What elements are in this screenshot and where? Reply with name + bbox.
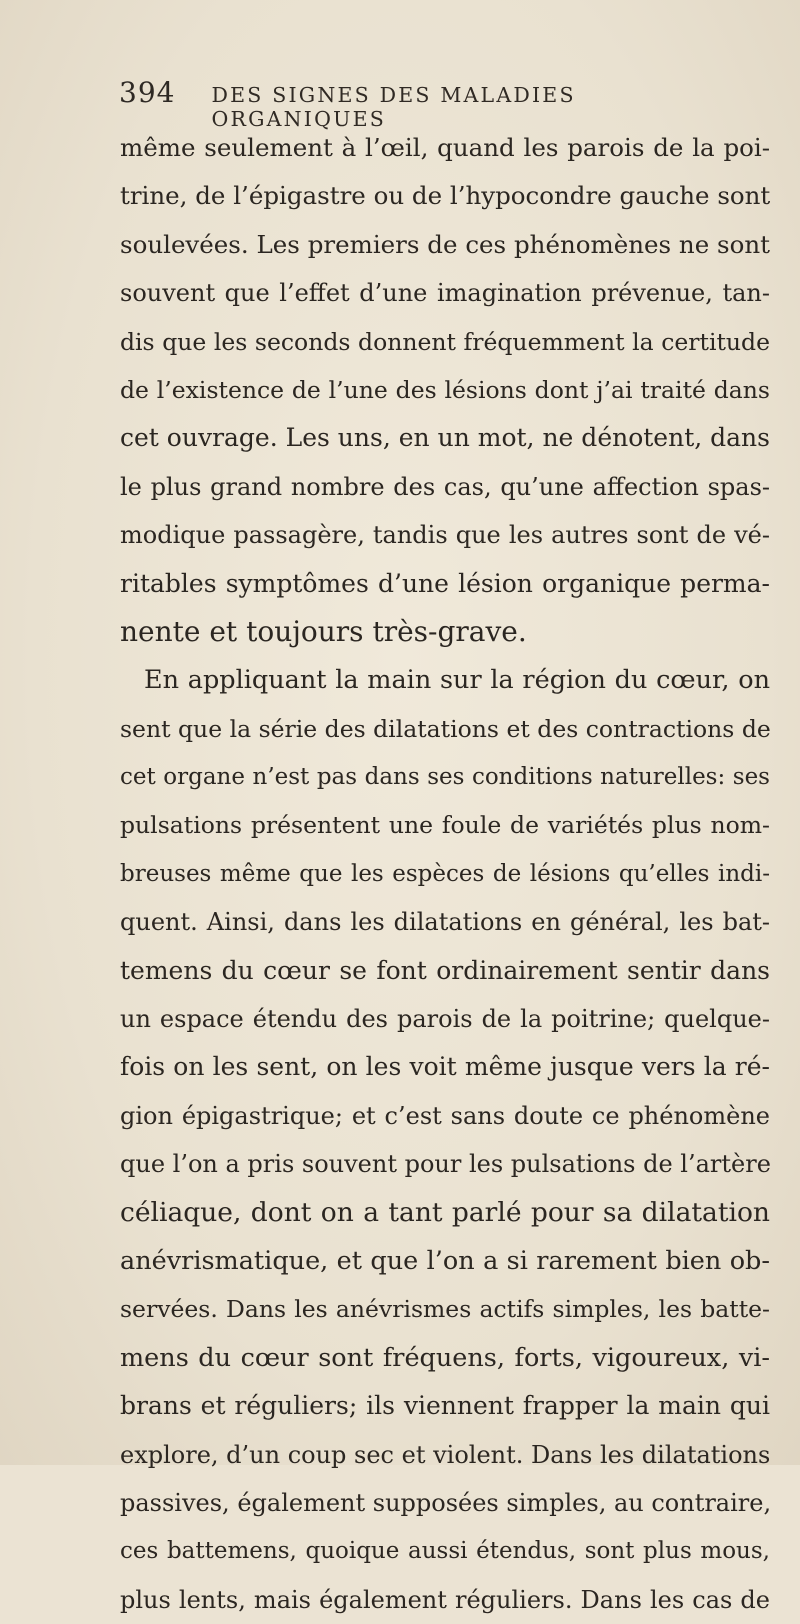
text-line: passives, également supposées simples, au contraire, xyxy=(120,1488,772,1517)
text-line: céliaque, dont on a tant parlé pour sa dilatation xyxy=(120,1196,770,1228)
text-line: soulevées. Les premiers de ces phénomènes ne sont xyxy=(120,229,770,259)
text-line: quent. Ainsi, dans les dilatations en général, les bat- xyxy=(120,908,770,937)
text-line: trine, de l’épigastre ou de l’hypocondre gauche sont xyxy=(120,181,771,211)
text-line: ces battemens, quoique aussi étendus, sont plus mous, xyxy=(120,1538,770,1565)
text-line: temens du cœur se font ordinairement sentir dans xyxy=(120,955,770,985)
text-line: sent que la série des dilatations et des contractions de xyxy=(120,714,771,743)
text-line: modique passagère, tandis que les autres sont de vé- xyxy=(120,521,770,550)
running-title: DES SIGNES DES MALADIES ORGANIQUES xyxy=(211,83,576,131)
text-line: anévrismatique, et que l’on a si rarement bien ob- xyxy=(120,1245,770,1276)
text-line: fois on les sent, on les voit même jusque vers la ré- xyxy=(120,1052,770,1082)
text-line: servées. Dans les anévrismes actifs simples, les batte- xyxy=(120,1295,770,1324)
text-line: pulsations présentent une foule de variétés plus nom- xyxy=(120,811,770,840)
page-number: 394 xyxy=(119,76,176,109)
text-line: En appliquant la main sur la région du cœur, on xyxy=(144,665,770,696)
text-line: cet ouvrage. Les uns, en un mot, ne dénotent, dans xyxy=(120,423,770,453)
text-line: explore, d’un coup sec et violent. Dans les dilatations xyxy=(120,1440,771,1469)
text-line: plus lents, mais également réguliers. Dans les cas de xyxy=(120,1585,770,1614)
text-line: de l’existence de l’une des lésions dont j’ai traité dans xyxy=(120,375,770,404)
text-line: brans et réguliers; ils viennent frapper la main qui xyxy=(120,1391,770,1421)
text-line: cet organe n’est pas dans ses conditions naturelles: ses xyxy=(120,764,770,791)
text-line: un espace étendu des parois de la poitrine; quelque- xyxy=(120,1005,770,1034)
text-line: gion épigastrique; et c’est sans doute ce phénomène xyxy=(120,1101,770,1130)
text-line: breuses même que les espèces de lésions qu’elles indi- xyxy=(120,860,770,887)
text-line: le plus grand nombre des cas, qu’une affection spas- xyxy=(120,472,770,501)
text-line: nente et toujours très-grave. xyxy=(120,614,527,648)
text-line: même seulement à l’œil, quand les parois de la poi- xyxy=(120,133,770,162)
text-line: ritables symptômes d’une lésion organique perma- xyxy=(120,568,770,598)
text-line: mens du cœur sont fréquens, forts, vigoureux, vi- xyxy=(120,1342,770,1373)
running-head xyxy=(119,76,739,131)
body-text xyxy=(120,124,770,1624)
text-line: souvent que l’effet d’une imagination prévenue, tan- xyxy=(120,279,770,308)
text-line: que l’on a pris souvent pour les pulsations de l’artère xyxy=(120,1150,771,1179)
text-line: dis que les seconds donnent fréquemment la certitude xyxy=(120,327,770,356)
